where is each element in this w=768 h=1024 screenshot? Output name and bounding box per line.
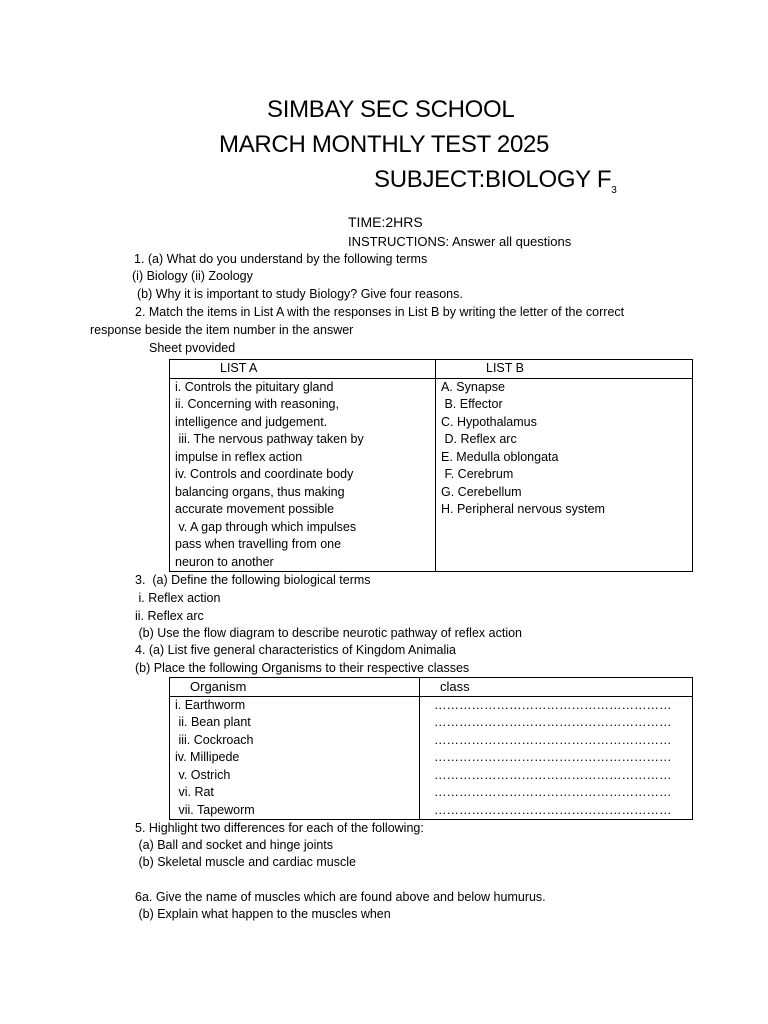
q5-item-a: (a) Ball and socket and hinge joints — [135, 838, 334, 852]
organism-header: Organism — [170, 678, 420, 697]
list-b-item: A. Synapse — [441, 379, 505, 394]
organism-item: v. Ostrich — [175, 767, 231, 782]
q4-part-a: 4. (a) List five general characteristics of Kingdom Animalia — [135, 643, 456, 657]
q1-part-b: (b) Why it is important to study Biology? Give four reasons. — [137, 287, 463, 301]
class-blank: ………………………………………………… — [434, 785, 672, 799]
class-blank: ………………………………………………… — [434, 750, 672, 764]
list-a-item: impulse in reflex action — [175, 449, 303, 464]
organism-item: iii. Cockroach — [175, 732, 254, 747]
q6-part-a: 6a. Give the name of muscles which are found above and below humurus. — [135, 890, 546, 904]
test-title: MARCH MONTHLY TEST 2025 — [219, 131, 550, 158]
subject-text: SUBJECT:BIOLOGY F — [374, 166, 612, 193]
list-a-item: pass when travelling from one — [175, 537, 342, 551]
list-b-header: LIST B — [436, 360, 693, 379]
school-name: SIMBAY SEC SCHOOL — [267, 96, 515, 123]
list-b-item: E. Medulla oblongata — [441, 449, 559, 464]
list-a-header: LIST A — [170, 360, 436, 379]
class-blanks — [420, 696, 693, 820]
q4-part-b: (b) Place the following Organisms to their respective classes — [135, 661, 470, 675]
list-b-item: D. Reflex arc — [441, 432, 517, 446]
list-b-item: C. Hypothalamus — [441, 414, 537, 429]
organism-item: vii. Tapeworm — [175, 802, 255, 817]
list-a-item: i. Controls the pituitary gland — [175, 379, 334, 394]
organism-list — [170, 696, 420, 820]
list-a-item: v. A gap through which impulses — [175, 519, 357, 534]
subject-subscript: 3 — [611, 184, 617, 196]
time-allowed: TIME:2HRS — [348, 214, 423, 230]
list-a-item: balancing organs, thus making — [175, 484, 345, 499]
class-blank: ………………………………………………… — [434, 697, 672, 712]
q1-part-a: 1. (a) What do you understand by the following terms — [134, 252, 428, 266]
list-a-items — [170, 378, 436, 572]
class-blank: ………………………………………………… — [434, 802, 672, 817]
class-header: class — [420, 678, 693, 697]
list-a-item: intelligence and judgement. — [175, 414, 328, 429]
q1-terms: (i) Biology (ii) Zoology — [132, 269, 253, 283]
list-a-item: iii. The nervous pathway taken by — [175, 432, 364, 446]
organism-item: iv. Millipede — [175, 750, 240, 764]
q3-part-a: 3. (a) Define the following biological terms — [135, 573, 371, 587]
list-a-item: accurate movement possible — [175, 502, 335, 516]
q2-line3: Sheet pvovided — [149, 341, 236, 355]
list-a-item: neuron to another — [175, 554, 274, 569]
organism-item: ii. Bean plant — [175, 715, 251, 729]
q3-term-ii: ii. Reflex arc — [135, 609, 204, 623]
list-b-item: B. Effector — [441, 397, 503, 411]
class-blank: ………………………………………………… — [434, 732, 672, 747]
q2-line1: 2. Match the items in List A with the responses in List B by writing the letter of the correct — [135, 305, 625, 319]
organism-table — [169, 677, 693, 820]
q5-item-b: (b) Skeletal muscle and cardiac muscle — [135, 855, 356, 869]
q6-part-b: (b) Explain what happen to the muscles when — [135, 907, 391, 921]
class-blank: ………………………………………………… — [434, 767, 672, 782]
class-blank: ………………………………………………… — [434, 715, 672, 729]
q3-part-b: (b) Use the flow diagram to describe neurotic pathway of reflex action — [135, 626, 522, 640]
q2-line2: response beside the item number in the answer — [90, 323, 354, 337]
list-b-item: H. Peripheral nervous system — [441, 502, 605, 516]
instructions: INSTRUCTIONS: Answer all questions — [348, 234, 572, 249]
organism-item: i. Earthworm — [175, 697, 246, 712]
list-a-item: iv. Controls and coordinate body — [175, 467, 354, 481]
match-table — [169, 359, 693, 572]
list-b-item: F. Cerebrum — [441, 467, 514, 481]
subject-title — [374, 166, 616, 196]
q5-part-a: 5. Highlight two differences for each of the following: — [135, 821, 424, 835]
list-b-items — [436, 378, 693, 572]
organism-item: vi. Rat — [175, 785, 214, 799]
q3-term-i: i. Reflex action — [135, 591, 221, 605]
list-b-item: G. Cerebellum — [441, 484, 522, 499]
list-a-item: ii. Concerning with reasoning, — [175, 397, 339, 411]
